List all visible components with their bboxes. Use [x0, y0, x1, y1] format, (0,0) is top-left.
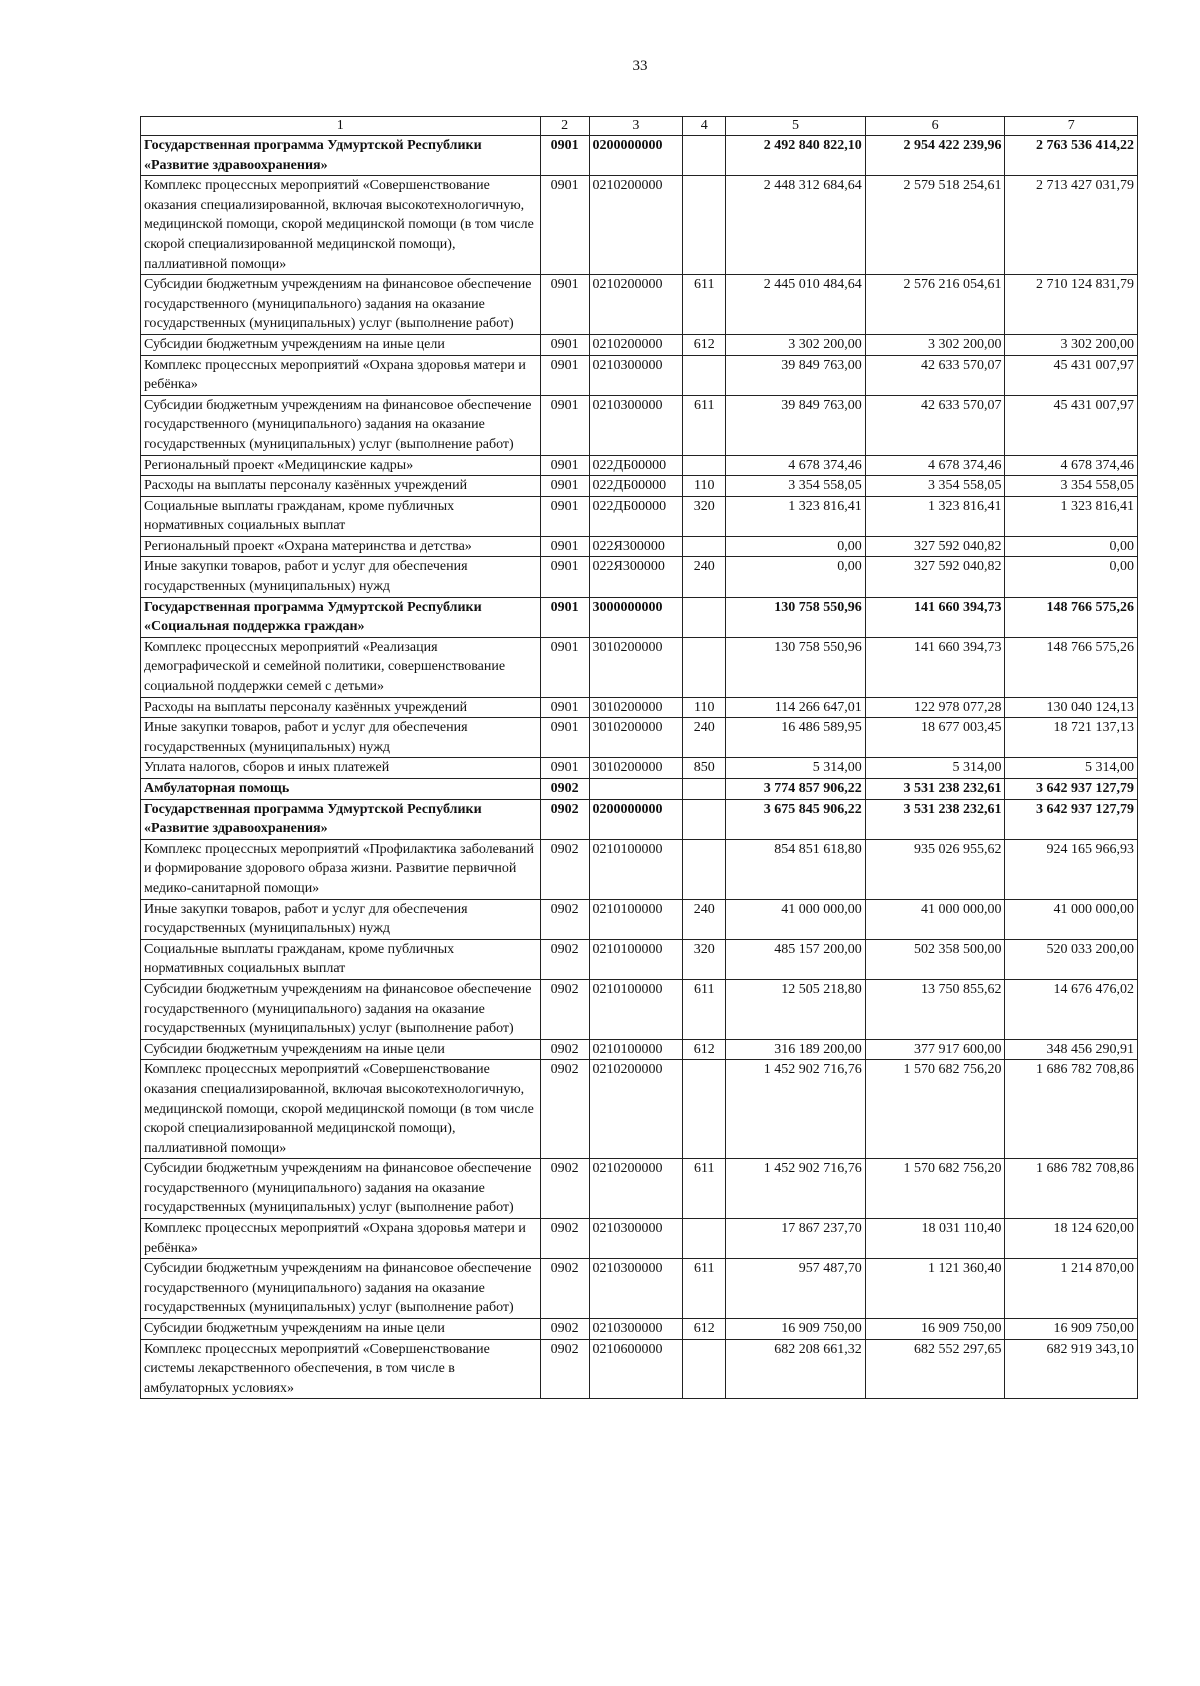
cell-target-article: 3010200000: [589, 637, 683, 697]
table-row: [141, 1339, 1138, 1399]
cell-amount-year1: 3 302 200,00: [726, 334, 866, 355]
cell-amount-year3: 148 766 575,26: [1005, 597, 1138, 637]
cell-name: Комплекс процессных мероприятий «Реализация демографической и семейной политики, совершенствование социальной поддержки семей с детьми»: [141, 637, 541, 697]
cell-name: Комплекс процессных мероприятий «Охрана здоровья матери и ребёнка»: [141, 355, 541, 395]
cell-amount-year3: 2 763 536 414,22: [1005, 136, 1138, 176]
table-row: [141, 536, 1138, 557]
cell-target-article: 3010200000: [589, 758, 683, 779]
cell-amount-year1: 316 189 200,00: [726, 1039, 866, 1060]
cell-amount-year1: 16 486 589,95: [726, 718, 866, 758]
cell-amount-year3: 130 040 124,13: [1005, 697, 1138, 718]
cell-amount-year2: 5 314,00: [865, 758, 1005, 779]
cell-amount-year3: 2 710 124 831,79: [1005, 275, 1138, 335]
cell-target-article: 0210100000: [589, 899, 683, 939]
cell-amount-year3: 3 642 937 127,79: [1005, 779, 1138, 800]
cell-expense-type: [683, 1219, 726, 1259]
cell-name: Государственная программа Удмуртской Республики «Развитие здравоохранения»: [141, 799, 541, 839]
cell-name: Комплекс процессных мероприятий «Охрана здоровья матери и ребёнка»: [141, 1219, 541, 1259]
cell-target-article: 022ДБ00000: [589, 455, 683, 476]
cell-amount-year3: 0,00: [1005, 557, 1138, 597]
cell-name: Комплекс процессных мероприятий «Совершенствование оказания специализированной, включая высокотехнологичную, медицинской помощи, скорой медицинской помощи (в том числе скорой специализированной медицинской помощи), паллиативной помощи»: [141, 176, 541, 275]
cell-name: Субсидии бюджетным учреждениям на иные цели: [141, 1319, 541, 1340]
cell-expense-type: [683, 1060, 726, 1159]
cell-amount-year2: 682 552 297,65: [865, 1339, 1005, 1399]
cell-amount-year3: 45 431 007,97: [1005, 355, 1138, 395]
cell-target-article: 0210100000: [589, 979, 683, 1039]
table-row: [141, 1219, 1138, 1259]
cell-expense-type: [683, 536, 726, 557]
cell-amount-year3: 1 214 870,00: [1005, 1259, 1138, 1319]
cell-expense-type: 320: [683, 939, 726, 979]
cell-amount-year3: 3 302 200,00: [1005, 334, 1138, 355]
cell-section: 0902: [540, 1339, 589, 1399]
cell-section: 0901: [540, 496, 589, 536]
cell-section: 0901: [540, 355, 589, 395]
cell-expense-type: [683, 1339, 726, 1399]
cell-amount-year2: 327 592 040,82: [865, 557, 1005, 597]
cell-amount-year2: 935 026 955,62: [865, 839, 1005, 899]
cell-amount-year3: 45 431 007,97: [1005, 395, 1138, 455]
cell-target-article: 3010200000: [589, 718, 683, 758]
cell-section: 0901: [540, 536, 589, 557]
header-col-1: 1: [141, 117, 541, 136]
cell-amount-year2: 13 750 855,62: [865, 979, 1005, 1039]
cell-amount-year2: 2 954 422 239,96: [865, 136, 1005, 176]
cell-target-article: 3010200000: [589, 697, 683, 718]
cell-section: 0902: [540, 1219, 589, 1259]
cell-amount-year1: 3 354 558,05: [726, 476, 866, 497]
cell-section: 0901: [540, 176, 589, 275]
cell-name: Комплекс процессных мероприятий «Профилактика заболеваний и формирование здорового образа жизни. Развитие первичной медико-санитарной помощи»: [141, 839, 541, 899]
cell-expense-type: [683, 839, 726, 899]
cell-name: Региональный проект «Охрана материнства и детства»: [141, 536, 541, 557]
cell-amount-year2: 141 660 394,73: [865, 637, 1005, 697]
cell-target-article: 0210300000: [589, 395, 683, 455]
cell-name: Иные закупки товаров, работ и услуг для обеспечения государственных (муниципальных) нужд: [141, 557, 541, 597]
cell-amount-year3: 1 686 782 708,86: [1005, 1060, 1138, 1159]
cell-name: Иные закупки товаров, работ и услуг для обеспечения государственных (муниципальных) нужд: [141, 718, 541, 758]
cell-amount-year3: 14 676 476,02: [1005, 979, 1138, 1039]
header-col-7: 7: [1005, 117, 1138, 136]
cell-section: 0901: [540, 334, 589, 355]
cell-amount-year2: 2 576 216 054,61: [865, 275, 1005, 335]
cell-amount-year3: 682 919 343,10: [1005, 1339, 1138, 1399]
budget-table: [140, 116, 1138, 1399]
cell-expense-type: 110: [683, 697, 726, 718]
cell-name: Субсидии бюджетным учреждениям на иные цели: [141, 334, 541, 355]
cell-amount-year1: 5 314,00: [726, 758, 866, 779]
header-col-3: 3: [589, 117, 683, 136]
cell-name: Расходы на выплаты персоналу казённых учреждений: [141, 476, 541, 497]
cell-amount-year1: 39 849 763,00: [726, 395, 866, 455]
cell-amount-year2: 3 354 558,05: [865, 476, 1005, 497]
cell-amount-year1: 2 492 840 822,10: [726, 136, 866, 176]
cell-name: Уплата налогов, сборов и иных платежей: [141, 758, 541, 779]
cell-expense-type: 850: [683, 758, 726, 779]
cell-amount-year2: 18 031 110,40: [865, 1219, 1005, 1259]
table-row: [141, 355, 1138, 395]
cell-amount-year3: 3 354 558,05: [1005, 476, 1138, 497]
table-row: [141, 275, 1138, 335]
cell-section: 0902: [540, 799, 589, 839]
cell-target-article: 0200000000: [589, 136, 683, 176]
cell-amount-year3: 18 124 620,00: [1005, 1219, 1138, 1259]
cell-target-article: 0200000000: [589, 799, 683, 839]
table-row: [141, 176, 1138, 275]
table-row: [141, 1159, 1138, 1219]
cell-target-article: 0210200000: [589, 1159, 683, 1219]
cell-expense-type: 320: [683, 496, 726, 536]
cell-target-article: 022Я300000: [589, 536, 683, 557]
cell-section: 0902: [540, 1259, 589, 1319]
cell-section: 0901: [540, 557, 589, 597]
cell-section: 0902: [540, 1319, 589, 1340]
cell-name: Комплекс процессных мероприятий «Совершенствование оказания специализированной, включая высокотехнологичную, медицинской помощи, скорой медицинской помощи (в том числе скорой специализированной медицинской помощи), паллиативной помощи»: [141, 1060, 541, 1159]
cell-expense-type: 240: [683, 899, 726, 939]
cell-amount-year2: 42 633 570,07: [865, 395, 1005, 455]
cell-expense-type: 611: [683, 395, 726, 455]
cell-amount-year1: 1 452 902 716,76: [726, 1060, 866, 1159]
cell-amount-year1: 957 487,70: [726, 1259, 866, 1319]
cell-target-article: 0210100000: [589, 839, 683, 899]
cell-section: 0902: [540, 839, 589, 899]
cell-section: 0901: [540, 275, 589, 335]
cell-amount-year1: 17 867 237,70: [726, 1219, 866, 1259]
cell-amount-year1: 0,00: [726, 557, 866, 597]
cell-amount-year2: 4 678 374,46: [865, 455, 1005, 476]
table-row: [141, 395, 1138, 455]
table-row: [141, 496, 1138, 536]
cell-amount-year2: 377 917 600,00: [865, 1039, 1005, 1060]
cell-amount-year3: 5 314,00: [1005, 758, 1138, 779]
cell-amount-year2: 1 570 682 756,20: [865, 1159, 1005, 1219]
cell-section: 0902: [540, 1039, 589, 1060]
table-row: [141, 334, 1138, 355]
cell-section: 0902: [540, 1060, 589, 1159]
cell-amount-year2: 327 592 040,82: [865, 536, 1005, 557]
cell-amount-year2: 3 531 238 232,61: [865, 779, 1005, 800]
cell-name: Субсидии бюджетным учреждениям на иные цели: [141, 1039, 541, 1060]
cell-expense-type: 240: [683, 557, 726, 597]
table-row: [141, 779, 1138, 800]
cell-section: 0901: [540, 597, 589, 637]
cell-target-article: 022Я300000: [589, 557, 683, 597]
cell-amount-year1: 4 678 374,46: [726, 455, 866, 476]
cell-name: Субсидии бюджетным учреждениям на финансовое обеспечение государственного (муниципального) задания на оказание государственных (муниципальных) услуг (выполнение работ): [141, 1259, 541, 1319]
cell-amount-year3: 41 000 000,00: [1005, 899, 1138, 939]
cell-section: 0902: [540, 899, 589, 939]
cell-name: Иные закупки товаров, работ и услуг для обеспечения государственных (муниципальных) нужд: [141, 899, 541, 939]
table-row: [141, 939, 1138, 979]
cell-expense-type: [683, 136, 726, 176]
cell-amount-year2: 18 677 003,45: [865, 718, 1005, 758]
cell-amount-year1: 130 758 550,96: [726, 597, 866, 637]
cell-expense-type: 612: [683, 1039, 726, 1060]
cell-amount-year2: 3 302 200,00: [865, 334, 1005, 355]
table-row: [141, 1039, 1138, 1060]
cell-name: Социальные выплаты гражданам, кроме публичных нормативных социальных выплат: [141, 496, 541, 536]
cell-target-article: 0210200000: [589, 275, 683, 335]
cell-amount-year1: 41 000 000,00: [726, 899, 866, 939]
cell-target-article: 3000000000: [589, 597, 683, 637]
cell-name: Государственная программа Удмуртской Республики «Социальная поддержка граждан»: [141, 597, 541, 637]
cell-expense-type: [683, 176, 726, 275]
cell-target-article: 0210300000: [589, 355, 683, 395]
cell-section: 0901: [540, 758, 589, 779]
cell-section: 0902: [540, 979, 589, 1039]
cell-expense-type: 612: [683, 1319, 726, 1340]
cell-section: 0901: [540, 718, 589, 758]
cell-amount-year1: 2 448 312 684,64: [726, 176, 866, 275]
cell-amount-year1: 1 323 816,41: [726, 496, 866, 536]
cell-name: Субсидии бюджетным учреждениям на финансовое обеспечение государственного (муниципального) задания на оказание государственных (муниципальных) услуг (выполнение работ): [141, 979, 541, 1039]
cell-target-article: 0210200000: [589, 176, 683, 275]
table-row: [141, 899, 1138, 939]
table-row: [141, 455, 1138, 476]
table-row: [141, 1259, 1138, 1319]
header-col-6: 6: [865, 117, 1005, 136]
cell-amount-year1: 2 445 010 484,64: [726, 275, 866, 335]
cell-target-article: 0210200000: [589, 334, 683, 355]
cell-name: Расходы на выплаты персоналу казённых учреждений: [141, 697, 541, 718]
cell-expense-type: 110: [683, 476, 726, 497]
header-col-2: 2: [540, 117, 589, 136]
cell-expense-type: [683, 799, 726, 839]
cell-expense-type: [683, 779, 726, 800]
cell-target-article: 022ДБ00000: [589, 476, 683, 497]
table-row: [141, 597, 1138, 637]
cell-target-article: 022ДБ00000: [589, 496, 683, 536]
cell-section: 0902: [540, 1159, 589, 1219]
cell-expense-type: [683, 455, 726, 476]
cell-section: 0901: [540, 455, 589, 476]
cell-target-article: 0210300000: [589, 1319, 683, 1340]
cell-amount-year3: 520 033 200,00: [1005, 939, 1138, 979]
cell-name: Субсидии бюджетным учреждениям на финансовое обеспечение государственного (муниципального) задания на оказание государственных (муниципальных) услуг (выполнение работ): [141, 1159, 541, 1219]
table-header-row: [141, 117, 1138, 136]
table-row: [141, 799, 1138, 839]
cell-name: Социальные выплаты гражданам, кроме публичных нормативных социальных выплат: [141, 939, 541, 979]
cell-amount-year1: 682 208 661,32: [726, 1339, 866, 1399]
table-row: [141, 1060, 1138, 1159]
cell-name: Субсидии бюджетным учреждениям на финансовое обеспечение государственного (муниципального) задания на оказание государственных (муниципальных) услуг (выполнение работ): [141, 395, 541, 455]
table-row: [141, 839, 1138, 899]
cell-amount-year3: 0,00: [1005, 536, 1138, 557]
table-row: [141, 979, 1138, 1039]
cell-amount-year2: 42 633 570,07: [865, 355, 1005, 395]
table-row: [141, 758, 1138, 779]
cell-expense-type: 612: [683, 334, 726, 355]
cell-expense-type: 611: [683, 979, 726, 1039]
cell-name: Субсидии бюджетным учреждениям на финансовое обеспечение государственного (муниципального) задания на оказание государственных (муниципальных) услуг (выполнение работ): [141, 275, 541, 335]
cell-target-article: 0210300000: [589, 1219, 683, 1259]
page-number: 33: [632, 58, 648, 74]
cell-amount-year1: 3 774 857 906,22: [726, 779, 866, 800]
cell-amount-year2: 502 358 500,00: [865, 939, 1005, 979]
cell-amount-year3: 1 323 816,41: [1005, 496, 1138, 536]
cell-name: Амбулаторная помощь: [141, 779, 541, 800]
cell-amount-year2: 3 531 238 232,61: [865, 799, 1005, 839]
cell-amount-year2: 1 323 816,41: [865, 496, 1005, 536]
cell-amount-year3: 2 713 427 031,79: [1005, 176, 1138, 275]
cell-expense-type: [683, 637, 726, 697]
cell-amount-year3: 148 766 575,26: [1005, 637, 1138, 697]
table-row: [141, 718, 1138, 758]
table-row: [141, 557, 1138, 597]
cell-amount-year2: 16 909 750,00: [865, 1319, 1005, 1340]
cell-section: 0901: [540, 476, 589, 497]
cell-amount-year2: 1 570 682 756,20: [865, 1060, 1005, 1159]
cell-target-article: 0210600000: [589, 1339, 683, 1399]
cell-amount-year2: 122 978 077,28: [865, 697, 1005, 718]
cell-amount-year3: 348 456 290,91: [1005, 1039, 1138, 1060]
cell-amount-year1: 854 851 618,80: [726, 839, 866, 899]
cell-expense-type: 240: [683, 718, 726, 758]
cell-amount-year2: 2 579 518 254,61: [865, 176, 1005, 275]
table-row: [141, 1319, 1138, 1340]
cell-target-article: 0210200000: [589, 1060, 683, 1159]
cell-name: Региональный проект «Медицинские кадры»: [141, 455, 541, 476]
cell-expense-type: 611: [683, 1259, 726, 1319]
cell-target-article: 0210100000: [589, 1039, 683, 1060]
cell-amount-year3: 3 642 937 127,79: [1005, 799, 1138, 839]
cell-amount-year1: 3 675 845 906,22: [726, 799, 866, 839]
table-row: [141, 637, 1138, 697]
cell-name: Государственная программа Удмуртской Республики «Развитие здравоохранения»: [141, 136, 541, 176]
cell-amount-year3: 18 721 137,13: [1005, 718, 1138, 758]
cell-amount-year1: 39 849 763,00: [726, 355, 866, 395]
cell-amount-year1: 16 909 750,00: [726, 1319, 866, 1340]
cell-expense-type: 611: [683, 275, 726, 335]
cell-amount-year2: 141 660 394,73: [865, 597, 1005, 637]
cell-target-article: 0210300000: [589, 1259, 683, 1319]
cell-amount-year2: 41 000 000,00: [865, 899, 1005, 939]
table-row: [141, 136, 1138, 176]
cell-target-article: [589, 779, 683, 800]
cell-section: 0902: [540, 779, 589, 800]
cell-expense-type: [683, 597, 726, 637]
cell-section: 0901: [540, 136, 589, 176]
header-col-4: 4: [683, 117, 726, 136]
cell-amount-year1: 0,00: [726, 536, 866, 557]
table-row: [141, 697, 1138, 718]
cell-target-article: 0210100000: [589, 939, 683, 979]
cell-amount-year3: 4 678 374,46: [1005, 455, 1138, 476]
cell-expense-type: 611: [683, 1159, 726, 1219]
cell-section: 0901: [540, 395, 589, 455]
cell-section: 0901: [540, 637, 589, 697]
cell-amount-year1: 12 505 218,80: [726, 979, 866, 1039]
cell-amount-year3: 924 165 966,93: [1005, 839, 1138, 899]
table-row: [141, 476, 1138, 497]
cell-amount-year1: 485 157 200,00: [726, 939, 866, 979]
cell-amount-year3: 16 909 750,00: [1005, 1319, 1138, 1340]
cell-expense-type: [683, 355, 726, 395]
cell-section: 0901: [540, 697, 589, 718]
cell-amount-year3: 1 686 782 708,86: [1005, 1159, 1138, 1219]
cell-amount-year1: 130 758 550,96: [726, 637, 866, 697]
cell-amount-year1: 114 266 647,01: [726, 697, 866, 718]
cell-amount-year2: 1 121 360,40: [865, 1259, 1005, 1319]
cell-amount-year1: 1 452 902 716,76: [726, 1159, 866, 1219]
cell-name: Комплекс процессных мероприятий «Совершенствование системы лекарственного обеспечения, в том числе в амбулаторных условиях»: [141, 1339, 541, 1399]
header-col-5: 5: [726, 117, 866, 136]
cell-section: 0902: [540, 939, 589, 979]
